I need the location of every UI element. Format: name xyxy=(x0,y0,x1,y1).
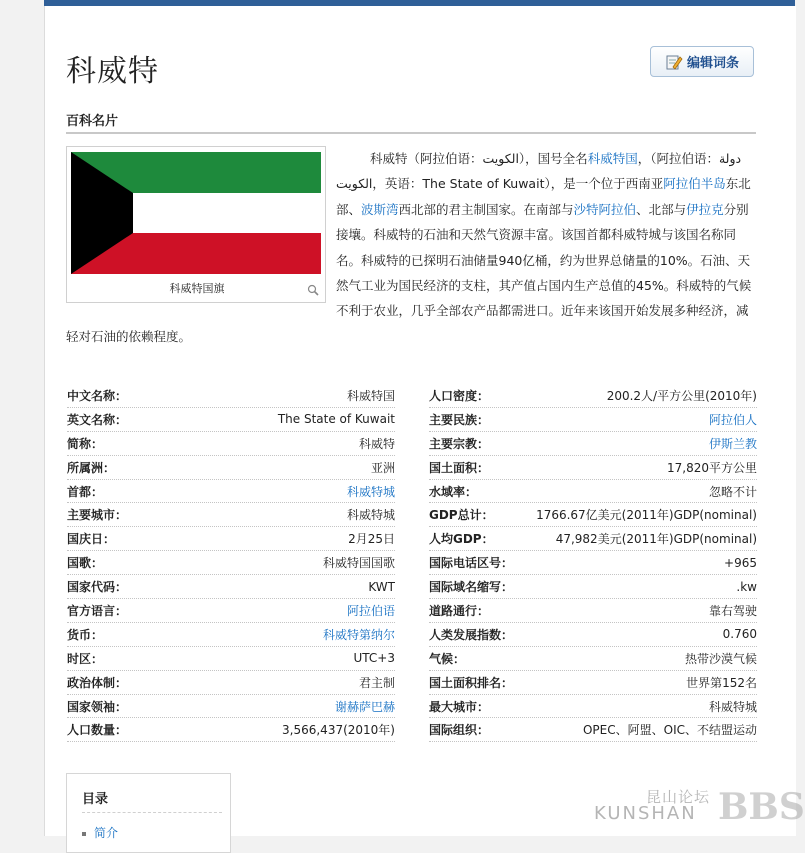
info-value: 3,566,437(2010年) xyxy=(282,723,395,738)
info-row xyxy=(429,503,757,527)
info-value-link[interactable]: 阿拉伯语 xyxy=(346,603,395,618)
info-value: 世界第152名 xyxy=(686,675,757,690)
info-key: 英文名称： xyxy=(67,412,128,427)
info-key: 主要民族： xyxy=(429,412,490,427)
info-table-left xyxy=(67,384,395,742)
info-row xyxy=(67,718,395,742)
info-value: +965 xyxy=(724,555,757,570)
edit-entry-button[interactable] xyxy=(650,46,754,77)
info-key: 货币： xyxy=(67,627,104,642)
info-key: 国家代码： xyxy=(67,580,128,595)
info-value: 科威特城 xyxy=(708,699,757,714)
toc-title: 目录 xyxy=(82,792,109,807)
bullet-icon xyxy=(82,832,86,836)
info-key: 国土面积： xyxy=(429,460,490,475)
info-key: 所属洲： xyxy=(67,460,116,475)
info-row xyxy=(429,575,757,599)
info-row xyxy=(429,551,757,575)
info-key: GDP总计： xyxy=(429,508,494,523)
info-key: 国歌： xyxy=(67,556,104,571)
info-row xyxy=(429,480,757,504)
link-iraq[interactable]: 伊拉克 xyxy=(686,201,724,217)
info-row xyxy=(67,695,395,719)
info-value: 17,820平方公里 xyxy=(667,460,757,475)
info-value-link[interactable]: 科威特第纳尔 xyxy=(322,627,395,642)
info-row xyxy=(67,527,395,551)
info-row xyxy=(429,695,757,719)
info-key: 主要宗教： xyxy=(429,436,490,451)
info-table-right xyxy=(429,384,757,742)
info-key: 人口密度： xyxy=(429,388,490,403)
info-key: 气候： xyxy=(429,651,466,666)
info-row xyxy=(429,718,757,742)
info-value: 君主制 xyxy=(358,675,395,690)
watermark-logo: BBS 昆山论坛 KUNSHAN xyxy=(594,786,805,828)
info-key: 最大城市： xyxy=(429,699,490,714)
info-row xyxy=(67,647,395,671)
info-value: 热带沙漠气候 xyxy=(684,651,757,666)
info-value: 靠右驾驶 xyxy=(708,603,757,618)
info-row xyxy=(67,503,395,527)
info-value: .kw xyxy=(736,579,757,594)
info-value: 2月25日 xyxy=(348,532,395,547)
info-row xyxy=(429,432,757,456)
card-section-title: 百科名片 xyxy=(66,110,756,134)
info-row xyxy=(429,527,757,551)
info-value: 忽略不计 xyxy=(708,484,757,499)
info-row xyxy=(429,456,757,480)
link-kuwait-state[interactable]: 科威特国 xyxy=(587,151,638,166)
info-value: 亚洲 xyxy=(370,460,395,475)
info-key: 首都： xyxy=(67,484,104,499)
info-row xyxy=(429,623,757,647)
flag-card[interactable] xyxy=(66,146,326,303)
link-persian-gulf[interactable]: 波斯湾 xyxy=(361,201,399,217)
info-key: 简称： xyxy=(67,436,104,451)
info-row xyxy=(67,384,395,408)
info-row xyxy=(429,384,757,408)
info-value-link[interactable]: 科威特城 xyxy=(346,484,395,499)
info-value: 科威特 xyxy=(358,436,395,451)
info-key: 国际电话区号： xyxy=(429,556,514,571)
info-value: 科威特国国歌 xyxy=(322,556,395,571)
info-row xyxy=(429,408,757,432)
info-key: 人口数量： xyxy=(67,723,128,738)
info-value: 科威特城 xyxy=(346,508,395,523)
info-value: 1766.67亿美元(2011年)GDP(nominal) xyxy=(536,508,757,523)
info-value: 200.2人/平方公里(2010年) xyxy=(606,388,757,403)
flag-caption: 科威特国旗 xyxy=(169,282,225,295)
info-row xyxy=(429,599,757,623)
info-key: 时区： xyxy=(67,651,104,666)
info-value: The State of Kuwait xyxy=(277,412,395,427)
info-row xyxy=(67,432,395,456)
info-value-link[interactable]: 伊斯兰教 xyxy=(708,436,757,451)
info-row xyxy=(429,647,757,671)
info-key: 官方语言： xyxy=(67,603,128,618)
info-row xyxy=(67,551,395,575)
info-value: OPEC、阿盟、OIC、不结盟运动 xyxy=(582,723,757,738)
link-saudi-arabia[interactable]: 沙特阿拉伯 xyxy=(573,201,637,217)
info-value-link[interactable]: 阿拉伯人 xyxy=(708,412,757,427)
info-row xyxy=(67,671,395,695)
page-title: 科威特 xyxy=(66,54,159,89)
info-row xyxy=(67,575,395,599)
info-value-link[interactable]: 谢赫萨巴赫 xyxy=(334,699,395,714)
info-value: UTC+3 xyxy=(353,651,395,666)
edit-entry-label: 编辑词条 xyxy=(686,56,739,71)
magnify-icon[interactable] xyxy=(307,284,319,296)
kuwait-flag-image xyxy=(71,152,321,274)
info-row xyxy=(67,480,395,504)
intro-paragraph: 科威特（阿拉伯语：الكويت），国号全名科威特国，（阿拉伯语：دولة الكويت，英语：The State of Kuwait），是一个位于西南亚阿拉伯半岛东北部、波斯湾西北部的君主制国家。在南部与沙特阿拉伯、北部与伊拉克分别接壤。科威特的石油和天然气资源丰富。该国首都科威特城与该国名称同名。科威特的已探明石油储量940亿桶，约为世界总储量的10%。石油、天然气工业为国民经济的支柱，其产值占国内生产总值的45%。科威特的气候不利于农业，几乎全部农产品都需进口。近年来该国开始发展多种经济，减轻对石油的依赖程度。 xyxy=(66,151,752,344)
info-value: 47,982美元(2011年)GDP(nominal) xyxy=(555,532,757,547)
info-row xyxy=(67,408,395,432)
article-page xyxy=(44,6,805,840)
edit-icon xyxy=(665,53,683,71)
info-key: 中文名称： xyxy=(67,388,128,403)
info-key: 国际域名缩写： xyxy=(429,580,514,595)
info-row xyxy=(67,623,395,647)
info-key: 主要城市： xyxy=(67,508,128,523)
link-arabian-peninsula[interactable]: 阿拉伯半岛 xyxy=(663,176,726,192)
info-key: 政治体制： xyxy=(67,675,128,690)
info-row xyxy=(429,671,757,695)
toc-item[interactable]: 简介 xyxy=(82,824,118,841)
info-value: 0.760 xyxy=(722,627,757,642)
info-row xyxy=(67,456,395,480)
info-row xyxy=(67,599,395,623)
info-key: 水域率： xyxy=(429,484,478,499)
info-key: 国土面积排名： xyxy=(429,675,514,690)
info-key: 人类发展指数： xyxy=(429,627,514,642)
info-key: 道路通行： xyxy=(429,603,490,618)
table-of-contents xyxy=(66,773,231,853)
info-value: KWT xyxy=(368,579,395,594)
info-key: 国际组织： xyxy=(429,723,490,738)
info-key: 国家领袖： xyxy=(67,699,128,714)
info-key: 人均GDP： xyxy=(429,532,494,547)
info-key: 国庆日： xyxy=(67,532,116,547)
info-value: 科威特国 xyxy=(346,388,395,403)
